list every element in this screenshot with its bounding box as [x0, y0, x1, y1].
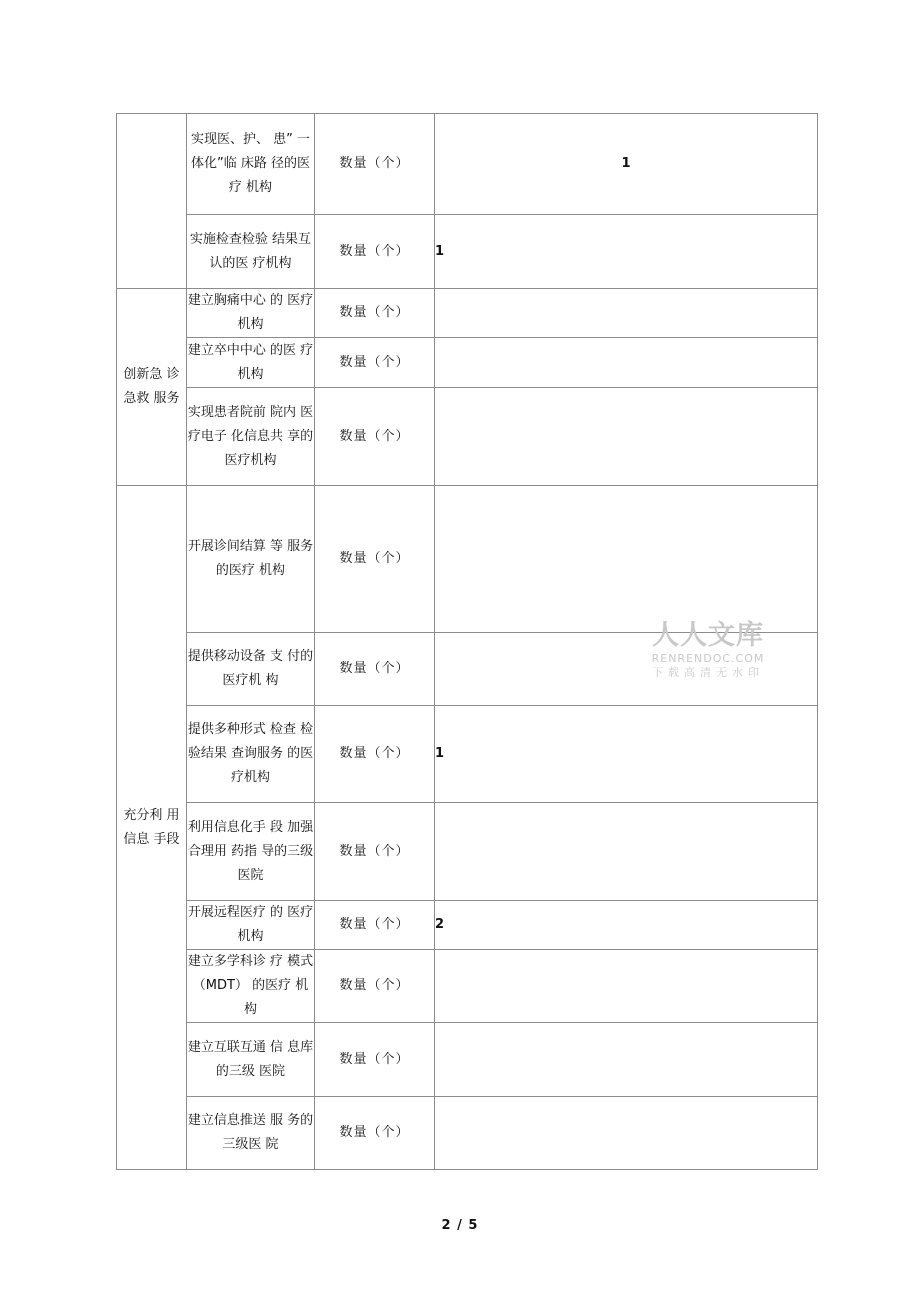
unit-cell: 数量（个） [315, 215, 435, 289]
unit-cell: 数量（个） [315, 338, 435, 388]
value-cell: 2 [435, 901, 818, 950]
value-cell [435, 289, 818, 338]
watermark-tagline: 下载高清无水印 [652, 666, 764, 679]
category-cell-info: 充分利 用 信息 手段 [117, 486, 187, 1170]
item-cell: 实施检查检验 结果互认的医 疗机构 [187, 215, 315, 289]
value-cell: 1 [435, 215, 818, 289]
item-cell: 建立互联互通 信 息库的三级 医院 [187, 1023, 315, 1097]
unit-cell: 数量（个） [315, 633, 435, 706]
table-row [117, 706, 818, 803]
value-cell [435, 1023, 818, 1097]
value-cell [435, 338, 818, 388]
value-cell [435, 486, 818, 633]
table-row [117, 388, 818, 486]
table-row [117, 1097, 818, 1170]
category-cell-emergency: 创新急 诊 急救 服务 [117, 289, 187, 486]
watermark-logo: 人人文库 [652, 620, 764, 651]
unit-cell: 数量（个） [315, 388, 435, 486]
unit-cell: 数量（个） [315, 289, 435, 338]
item-cell: 建立卒中中心 的医 疗机构 [187, 338, 315, 388]
item-cell: 建立多学科诊 疗 模式（MDT） 的医疗 机构 [187, 950, 315, 1023]
table-row [117, 1023, 818, 1097]
table-row [117, 289, 818, 338]
item-cell: 建立信息推送 服 务的三级医 院 [187, 1097, 315, 1170]
table-row [117, 114, 818, 215]
unit-cell: 数量（个） [315, 1097, 435, 1170]
page-number: 2 / 5 [441, 1218, 479, 1233]
unit-cell: 数量（个） [315, 706, 435, 803]
value-cell: 1 [435, 706, 818, 803]
table-row [117, 486, 818, 633]
table-row [117, 215, 818, 289]
item-cell: 提供移动设备 支 付的医疗机 构 [187, 633, 315, 706]
category-cell-blank [117, 114, 187, 289]
table-row [117, 338, 818, 388]
table-row [117, 901, 818, 950]
unit-cell: 数量（个） [315, 1023, 435, 1097]
item-cell: 建立胸痛中心 的 医疗机构 [187, 289, 315, 338]
value-cell: 1 [435, 114, 818, 215]
value-cell [435, 950, 818, 1023]
item-cell: 实现患者院前 院内 医疗电子 化信息共 享的 医疗机构 [187, 388, 315, 486]
item-cell: 开展远程医疗 的 医疗机构 [187, 901, 315, 950]
watermark-domain: RENRENDOC.COM [651, 652, 765, 665]
table-row [117, 950, 818, 1023]
watermark [640, 620, 776, 680]
unit-cell: 数量（个） [315, 901, 435, 950]
item-cell: 提供多种形式 检查 检验结果 查询服务 的医 疗机构 [187, 706, 315, 803]
value-cell [435, 388, 818, 486]
value-cell [435, 803, 818, 901]
item-cell: 实现医、护、 患” 一体化”临 床路 径的医疗 机构 [187, 114, 315, 215]
item-cell: 利用信息化手 段 加强合理用 药指 导的三级 医院 [187, 803, 315, 901]
unit-cell: 数量（个） [315, 803, 435, 901]
item-cell: 开展诊间结算 等 服务的医疗 机构 [187, 486, 315, 633]
value-cell [435, 1097, 818, 1170]
unit-cell: 数量（个） [315, 950, 435, 1023]
unit-cell: 数量（个） [315, 486, 435, 633]
table-row [117, 803, 818, 901]
unit-cell: 数量（个） [315, 114, 435, 215]
